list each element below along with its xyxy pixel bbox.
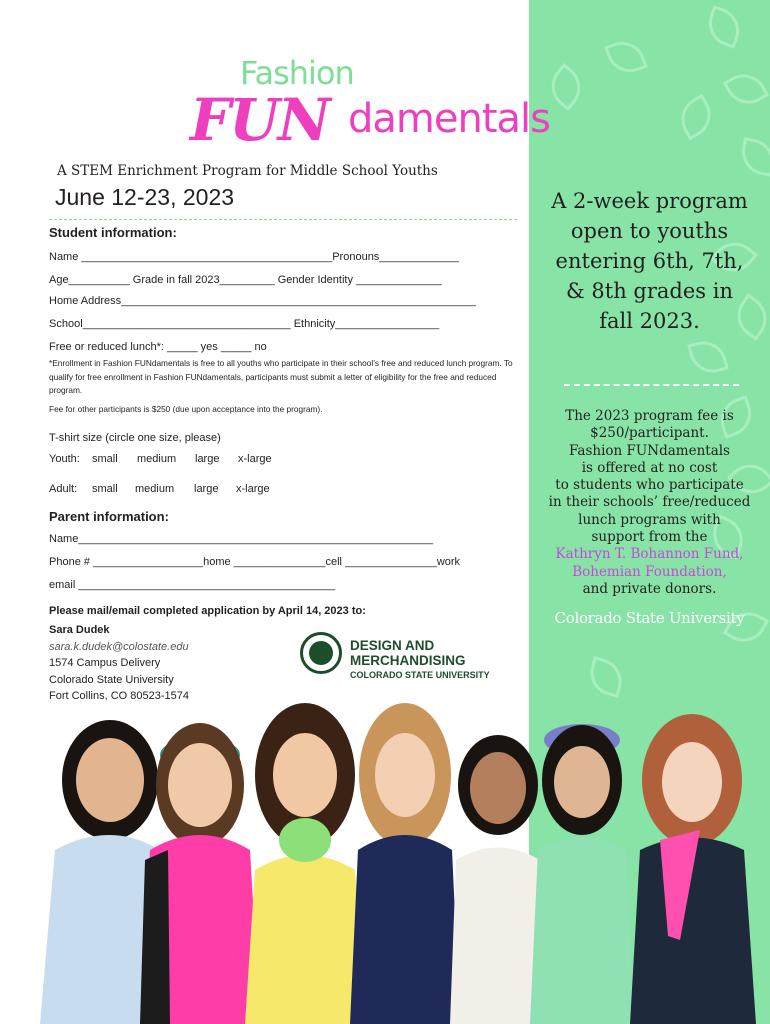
program-headline bbox=[529, 186, 770, 336]
youth-figure bbox=[140, 723, 260, 1024]
sponsor-line: Kathryn T. Bohannon Fund, bbox=[555, 546, 744, 563]
department-university: COLORADO STATE UNIVERSITY bbox=[350, 670, 490, 680]
student-section-heading: Student information: bbox=[49, 225, 177, 240]
school-ethnicity-field[interactable]: School__________________________________ Ethnicity_________________ bbox=[49, 318, 440, 330]
fee-line: is offered at no cost bbox=[581, 459, 718, 476]
tshirt-prompt: T-shirt size (circle one size, please) bbox=[49, 432, 221, 444]
fee-line: $250/participant. bbox=[590, 425, 709, 442]
leaf-icon bbox=[723, 66, 769, 112]
title-divider bbox=[49, 219, 517, 220]
address-line-3: Fort Collins, CO 80523-1574 bbox=[49, 690, 190, 702]
department-name bbox=[350, 639, 466, 668]
closing-line: and private donors. bbox=[582, 580, 717, 597]
contact-email-link[interactable]: sara.k.dudek@colostate.edu bbox=[49, 641, 189, 653]
subtitle: A STEM Enrichment Program for Middle School Youths bbox=[57, 163, 438, 179]
youth-figure bbox=[245, 703, 365, 1024]
title-fun: FUN bbox=[190, 86, 329, 154]
youth-figure bbox=[630, 714, 756, 1024]
youth-size-small[interactable]: small bbox=[92, 453, 118, 465]
adult-size-small[interactable]: small bbox=[92, 483, 118, 495]
enrollment-note: *Enrollment in Fashion FUNdamentals is free to all youths who participate in their school’s free and reduced lunch program. To qualify for free enrollment in Fashion FUNdamentals, participants must submit a letter of eligibility for the free and reduced program. bbox=[49, 358, 513, 396]
leaf-icon bbox=[702, 5, 746, 49]
title-damentals: damentals bbox=[348, 96, 550, 142]
address-line-1: 1574 Campus Delivery bbox=[49, 657, 161, 669]
group-photo bbox=[0, 700, 770, 1024]
adult-size-large[interactable]: large bbox=[194, 483, 219, 495]
ram-logo-icon bbox=[300, 632, 342, 674]
age-grade-gender-field[interactable]: Age__________ Grade in fall 2023_________ Gender Identity ______________ bbox=[49, 274, 442, 286]
youth-figure bbox=[530, 724, 634, 1024]
youth-size-large[interactable]: large bbox=[195, 453, 220, 465]
headline-line: & 8th grades in bbox=[566, 279, 733, 303]
fee-line: Fashion FUNdamentals bbox=[568, 442, 730, 459]
fee-info bbox=[529, 408, 770, 598]
headline-line: fall 2023. bbox=[599, 309, 700, 333]
adult-size-xlarge[interactable]: x-large bbox=[236, 483, 270, 495]
name-field[interactable]: Name _________________________________________Pronouns_____________ bbox=[49, 251, 459, 263]
fee-note: Fee for other participants is $250 (due upon acceptance into the program). bbox=[49, 404, 323, 414]
headline-line: open to youths bbox=[570, 219, 729, 243]
home-address-field[interactable]: Home Address__________________________________________________________ bbox=[49, 295, 476, 307]
leaf-icon bbox=[738, 137, 770, 176]
parent-section-heading: Parent information: bbox=[49, 509, 169, 524]
email-field[interactable]: email __________________________________________ bbox=[49, 579, 336, 591]
fee-line: The 2023 program fee is bbox=[565, 408, 734, 424]
address-line-2: Colorado State University bbox=[49, 674, 174, 686]
title-fashion: Fashion bbox=[240, 54, 354, 92]
csu-wordmark: Colorado State University bbox=[554, 609, 745, 627]
program-dates: June 12-23, 2023 bbox=[55, 184, 235, 210]
phone-field[interactable]: Phone # __________________home _______________cell _______________work bbox=[49, 556, 461, 568]
fee-line: in their schools’ free/reduced bbox=[548, 494, 751, 511]
fee-line: support from the bbox=[591, 529, 708, 546]
leaf-icon bbox=[687, 336, 729, 378]
side-divider bbox=[564, 384, 739, 386]
lunch-field[interactable]: Free or reduced lunch*: _____ yes _____ no bbox=[49, 341, 267, 353]
fee-line: to students who participate bbox=[555, 477, 744, 494]
youth-label: Youth: bbox=[49, 453, 80, 465]
adult-label: Adult: bbox=[49, 483, 78, 495]
parent-name-field[interactable]: Name__________________________________________________________ bbox=[49, 533, 434, 545]
adult-size-medium[interactable]: medium bbox=[135, 483, 175, 495]
sponsor-line: Bohemian Foundation, bbox=[572, 563, 727, 580]
headline-line: A 2-week program bbox=[551, 189, 748, 213]
department-line: DESIGN AND bbox=[350, 638, 435, 653]
fee-line: lunch programs with bbox=[578, 511, 721, 528]
leaf-icon bbox=[585, 656, 627, 698]
mailing-heading: Please mail/email completed application by April 14, 2023 to: bbox=[49, 605, 366, 617]
leaf-icon bbox=[604, 35, 648, 79]
youth-size-xlarge[interactable]: x-large bbox=[238, 453, 272, 465]
youth-figure bbox=[350, 703, 460, 1024]
headline-line: entering 6th, 7th, bbox=[555, 249, 744, 273]
youth-size-medium[interactable]: medium bbox=[137, 453, 177, 465]
leaf-icon bbox=[673, 94, 719, 140]
contact-name: Sara Dudek bbox=[49, 624, 110, 636]
department-line: MERCHANDISING bbox=[350, 652, 466, 668]
